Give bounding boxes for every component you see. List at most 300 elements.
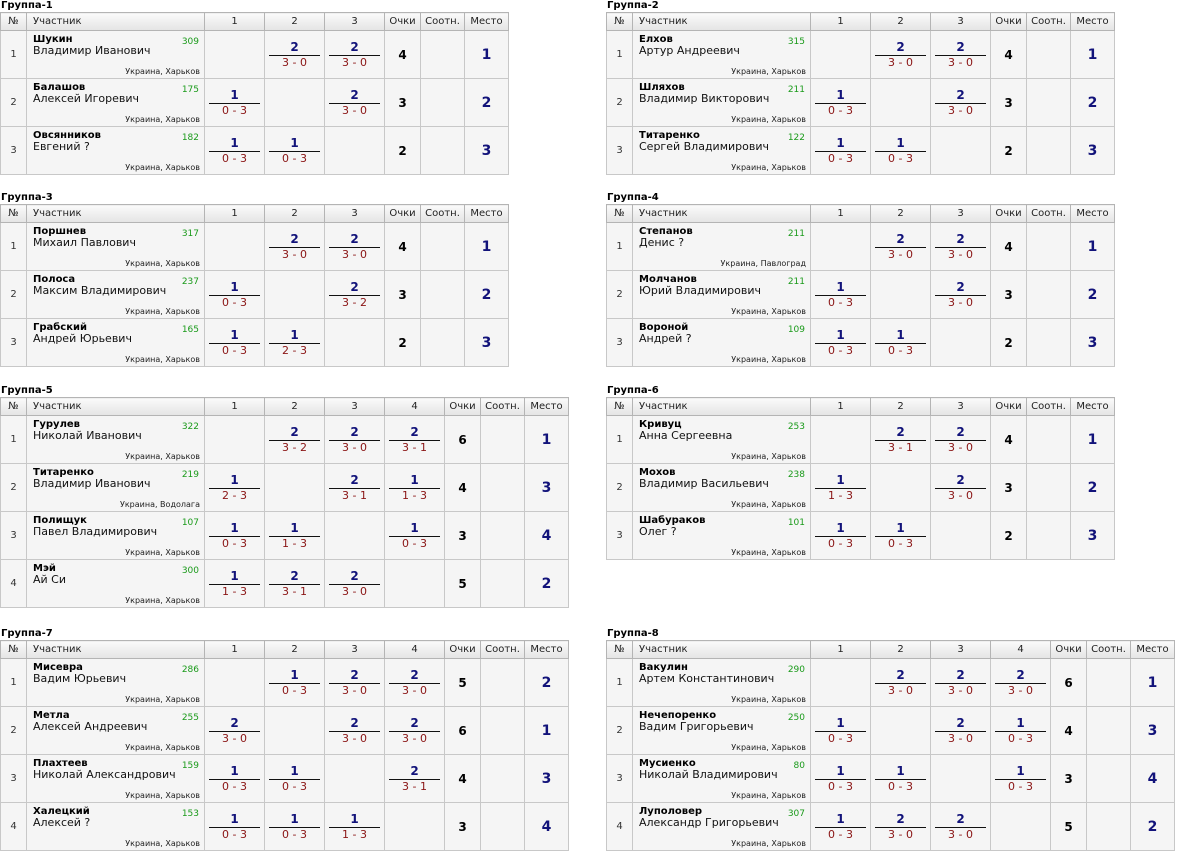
match-result-cell[interactable] bbox=[325, 416, 385, 464]
player-number: 3 bbox=[607, 319, 633, 367]
match-points: 2 bbox=[935, 232, 986, 248]
player-cell[interactable] bbox=[27, 127, 205, 175]
final-place: 2 bbox=[465, 79, 509, 127]
final-place: 3 bbox=[525, 755, 569, 803]
match-result-cell[interactable] bbox=[811, 271, 871, 319]
total-points: 6 bbox=[1051, 659, 1087, 707]
match-points: 2 bbox=[995, 668, 1046, 684]
ratio-value bbox=[1027, 416, 1071, 464]
match-points: 2 bbox=[329, 668, 380, 684]
match-points: 1 bbox=[815, 521, 866, 537]
player-row bbox=[607, 31, 1115, 79]
match-result-cell[interactable] bbox=[931, 416, 991, 464]
ratio-value bbox=[1027, 319, 1071, 367]
match-points: 2 bbox=[935, 716, 986, 732]
match-result-cell[interactable] bbox=[265, 31, 325, 79]
match-result-cell[interactable] bbox=[265, 223, 325, 271]
final-place: 3 bbox=[1131, 707, 1175, 755]
final-place: 4 bbox=[525, 803, 569, 851]
self-match-cell bbox=[991, 803, 1051, 851]
player-number: 2 bbox=[1, 271, 27, 319]
match-result-cell[interactable] bbox=[931, 79, 991, 127]
player-last-name: Титаренко bbox=[639, 130, 700, 141]
match-result-cell[interactable] bbox=[931, 803, 991, 851]
self-match-cell bbox=[871, 464, 931, 512]
self-match-cell bbox=[205, 416, 265, 464]
player-rating: 238 bbox=[787, 470, 805, 480]
match-result-cell[interactable] bbox=[265, 560, 325, 608]
group-title: Группа-3 bbox=[1, 192, 53, 203]
player-number: 1 bbox=[1, 31, 27, 79]
match-score: 3 - 2 bbox=[282, 441, 307, 454]
match-result-cell[interactable] bbox=[811, 79, 871, 127]
match-result-cell[interactable] bbox=[205, 127, 265, 175]
player-cell[interactable] bbox=[633, 271, 811, 319]
header-player: Участник bbox=[633, 205, 811, 223]
match-result-cell[interactable] bbox=[265, 127, 325, 175]
match-score: 1 - 3 bbox=[282, 537, 307, 550]
total-points: 3 bbox=[445, 512, 481, 560]
match-result-cell[interactable] bbox=[265, 416, 325, 464]
player-first-name: Денис ? bbox=[639, 236, 685, 249]
match-score: 3 - 0 bbox=[888, 828, 913, 841]
match-points: 1 bbox=[875, 328, 926, 344]
match-points: 1 bbox=[269, 521, 320, 537]
player-first-name: Андрей Юрьевич bbox=[33, 332, 132, 345]
match-result-cell[interactable] bbox=[385, 707, 445, 755]
player-row bbox=[607, 803, 1175, 851]
player-cell[interactable] bbox=[633, 755, 811, 803]
player-number: 3 bbox=[1, 755, 27, 803]
player-last-name: Елхов bbox=[639, 34, 673, 45]
match-result-cell[interactable] bbox=[871, 512, 931, 560]
match-result-cell[interactable] bbox=[205, 560, 265, 608]
player-cell[interactable] bbox=[633, 464, 811, 512]
player-cell[interactable] bbox=[27, 79, 205, 127]
ratio-value bbox=[1027, 31, 1071, 79]
match-result-cell[interactable] bbox=[871, 416, 931, 464]
match-score: 0 - 3 bbox=[888, 537, 913, 550]
group-block bbox=[606, 628, 1175, 851]
player-first-name: Вадим Григорьевич bbox=[639, 720, 754, 733]
player-row bbox=[607, 659, 1175, 707]
header-points: Очки bbox=[991, 398, 1027, 416]
group-title: Группа-7 bbox=[1, 628, 53, 639]
ratio-value bbox=[1027, 223, 1071, 271]
ratio-value bbox=[1027, 464, 1071, 512]
match-result-cell[interactable] bbox=[265, 512, 325, 560]
match-result-cell[interactable] bbox=[385, 512, 445, 560]
ratio-value bbox=[481, 755, 525, 803]
player-city: Украина, Павлоград bbox=[720, 259, 806, 268]
header-ratio: Соотн. bbox=[481, 641, 525, 659]
match-points: 2 bbox=[329, 40, 380, 56]
header-row bbox=[607, 205, 1115, 223]
match-result-cell[interactable] bbox=[871, 319, 931, 367]
ratio-value bbox=[481, 803, 525, 851]
match-result-cell[interactable] bbox=[931, 31, 991, 79]
player-row bbox=[1, 319, 509, 367]
header-no: № bbox=[1, 398, 27, 416]
match-score: 0 - 3 bbox=[828, 537, 853, 550]
match-result-cell[interactable] bbox=[991, 755, 1051, 803]
ratio-value bbox=[421, 271, 465, 319]
ratio-value bbox=[421, 127, 465, 175]
match-result-cell[interactable] bbox=[385, 659, 445, 707]
header-no: № bbox=[1, 205, 27, 223]
group-title: Группа-6 bbox=[607, 385, 659, 396]
match-points: 2 bbox=[875, 668, 926, 684]
player-last-name: Нечепоренко bbox=[639, 710, 717, 721]
group-title: Группа-5 bbox=[1, 385, 53, 396]
match-result-cell[interactable] bbox=[265, 755, 325, 803]
match-result-cell[interactable] bbox=[385, 464, 445, 512]
match-score: 3 - 0 bbox=[888, 684, 913, 697]
match-result-cell[interactable] bbox=[991, 659, 1051, 707]
player-cell[interactable] bbox=[27, 707, 205, 755]
match-result-cell[interactable] bbox=[265, 319, 325, 367]
self-match-cell bbox=[205, 31, 265, 79]
player-cell[interactable] bbox=[633, 79, 811, 127]
player-first-name: Артем Константинович bbox=[639, 672, 775, 685]
ratio-value bbox=[1087, 707, 1131, 755]
player-row bbox=[607, 512, 1115, 560]
match-score: 0 - 3 bbox=[282, 780, 307, 793]
match-result-cell[interactable] bbox=[931, 659, 991, 707]
ratio-value bbox=[1087, 803, 1131, 851]
player-first-name: Николай Иванович bbox=[33, 429, 142, 442]
match-score: 0 - 3 bbox=[888, 344, 913, 357]
header-opponent: 1 bbox=[205, 641, 265, 659]
match-result-cell[interactable] bbox=[991, 707, 1051, 755]
player-rating: 107 bbox=[181, 518, 199, 528]
player-cell[interactable] bbox=[27, 464, 205, 512]
header-opponent: 2 bbox=[265, 641, 325, 659]
match-points: 1 bbox=[815, 812, 866, 828]
match-result-cell[interactable] bbox=[871, 31, 931, 79]
total-points: 3 bbox=[445, 803, 481, 851]
header-player: Участник bbox=[27, 205, 205, 223]
match-result-cell[interactable] bbox=[205, 755, 265, 803]
header-ratio: Соотн. bbox=[421, 13, 465, 31]
player-cell[interactable] bbox=[633, 803, 811, 851]
player-number: 3 bbox=[1, 512, 27, 560]
match-score: 0 - 3 bbox=[828, 296, 853, 309]
player-first-name: Александр Григорьевич bbox=[639, 816, 779, 829]
match-result-cell[interactable] bbox=[811, 512, 871, 560]
player-last-name: Луполовер bbox=[639, 806, 703, 817]
header-opponent: 2 bbox=[871, 13, 931, 31]
header-player: Участник bbox=[27, 641, 205, 659]
header-opponent: 2 bbox=[265, 398, 325, 416]
player-rating: 286 bbox=[181, 665, 199, 675]
header-opponent: 2 bbox=[265, 205, 325, 223]
match-score: 1 - 3 bbox=[828, 489, 853, 502]
player-number: 2 bbox=[1, 79, 27, 127]
player-rating: 80 bbox=[793, 761, 805, 771]
player-cell[interactable] bbox=[27, 512, 205, 560]
header-opponent: 3 bbox=[931, 641, 991, 659]
match-result-cell[interactable] bbox=[205, 79, 265, 127]
player-row bbox=[607, 464, 1115, 512]
match-points: 1 bbox=[209, 136, 260, 152]
player-row bbox=[607, 416, 1115, 464]
player-first-name: Максим Владимирович bbox=[33, 284, 167, 297]
match-result-cell[interactable] bbox=[871, 803, 931, 851]
match-score: 0 - 3 bbox=[1008, 732, 1033, 745]
match-score: 3 - 0 bbox=[402, 732, 427, 745]
player-first-name: Николай Александрович bbox=[33, 768, 176, 781]
player-cell[interactable] bbox=[27, 416, 205, 464]
player-number: 3 bbox=[1, 319, 27, 367]
header-row bbox=[1, 13, 509, 31]
group-table bbox=[606, 640, 1175, 851]
match-result-cell[interactable] bbox=[325, 707, 385, 755]
ratio-value bbox=[1027, 127, 1071, 175]
match-points: 1 bbox=[815, 473, 866, 489]
match-result-cell[interactable] bbox=[811, 707, 871, 755]
match-score: 3 - 2 bbox=[342, 296, 367, 309]
match-score: 0 - 3 bbox=[888, 152, 913, 165]
header-points: Очки bbox=[1051, 641, 1087, 659]
player-row bbox=[1, 707, 569, 755]
player-cell[interactable] bbox=[27, 755, 205, 803]
player-number: 2 bbox=[607, 79, 633, 127]
player-cell[interactable] bbox=[633, 416, 811, 464]
group-title: Группа-1 bbox=[1, 0, 53, 11]
player-cell[interactable] bbox=[633, 127, 811, 175]
match-result-cell[interactable] bbox=[325, 803, 385, 851]
header-place: Место bbox=[1071, 13, 1115, 31]
header-opponent: 1 bbox=[811, 13, 871, 31]
ratio-value bbox=[481, 416, 525, 464]
match-result-cell[interactable] bbox=[205, 707, 265, 755]
player-city: Украина, Харьков bbox=[731, 500, 806, 509]
player-rating: 182 bbox=[181, 133, 199, 143]
player-last-name: Шляхов bbox=[639, 82, 685, 93]
self-match-cell bbox=[265, 464, 325, 512]
group-block bbox=[606, 0, 1115, 175]
match-result-cell[interactable] bbox=[325, 659, 385, 707]
header-ratio: Соотн. bbox=[481, 398, 525, 416]
match-score: 3 - 0 bbox=[948, 684, 973, 697]
player-city: Украина, Харьков bbox=[125, 259, 200, 268]
player-cell[interactable] bbox=[27, 560, 205, 608]
total-points: 4 bbox=[1051, 707, 1087, 755]
match-score: 3 - 0 bbox=[948, 828, 973, 841]
player-last-name: Титаренко bbox=[33, 467, 94, 478]
player-rating: 219 bbox=[181, 470, 199, 480]
group-block bbox=[606, 192, 1115, 367]
match-result-cell[interactable] bbox=[265, 803, 325, 851]
player-rating: 122 bbox=[787, 133, 805, 143]
player-first-name: Владимир Васильевич bbox=[639, 477, 769, 490]
header-no: № bbox=[607, 641, 633, 659]
match-result-cell[interactable] bbox=[325, 79, 385, 127]
player-rating: 253 bbox=[787, 422, 805, 432]
player-last-name: Метла bbox=[33, 710, 70, 721]
player-last-name: Вакулин bbox=[639, 662, 688, 673]
player-cell[interactable] bbox=[27, 803, 205, 851]
player-cell[interactable] bbox=[633, 512, 811, 560]
match-points: 1 bbox=[209, 280, 260, 296]
match-score: 3 - 0 bbox=[948, 56, 973, 69]
player-first-name: Владимир Викторович bbox=[639, 92, 770, 105]
match-result-cell[interactable] bbox=[325, 223, 385, 271]
match-score: 0 - 3 bbox=[282, 152, 307, 165]
match-result-cell[interactable] bbox=[325, 560, 385, 608]
match-result-cell[interactable] bbox=[265, 659, 325, 707]
match-points: 2 bbox=[935, 812, 986, 828]
match-result-cell[interactable] bbox=[205, 271, 265, 319]
player-cell[interactable] bbox=[633, 31, 811, 79]
player-row bbox=[1, 79, 509, 127]
player-rating: 250 bbox=[787, 713, 805, 723]
player-rating: 315 bbox=[787, 37, 805, 47]
player-city: Украина, Харьков bbox=[125, 307, 200, 316]
match-score: 3 - 0 bbox=[342, 732, 367, 745]
group-block bbox=[0, 385, 569, 608]
player-number: 4 bbox=[1, 560, 27, 608]
match-result-cell[interactable] bbox=[205, 803, 265, 851]
total-points: 2 bbox=[385, 127, 421, 175]
match-score: 3 - 0 bbox=[342, 248, 367, 261]
match-score: 3 - 0 bbox=[948, 489, 973, 502]
total-points: 5 bbox=[445, 659, 481, 707]
ratio-value bbox=[1027, 79, 1071, 127]
match-score: 0 - 3 bbox=[828, 732, 853, 745]
player-city: Украина, Харьков bbox=[731, 307, 806, 316]
match-points: 1 bbox=[875, 764, 926, 780]
player-row bbox=[1, 560, 569, 608]
player-number: 2 bbox=[1, 464, 27, 512]
match-points: 2 bbox=[875, 232, 926, 248]
total-points: 4 bbox=[445, 755, 481, 803]
match-result-cell[interactable] bbox=[811, 127, 871, 175]
match-result-cell[interactable] bbox=[871, 659, 931, 707]
player-first-name: Олег ? bbox=[639, 525, 677, 538]
total-points: 4 bbox=[445, 464, 481, 512]
match-result-cell[interactable] bbox=[931, 464, 991, 512]
match-result-cell[interactable] bbox=[205, 464, 265, 512]
final-place: 1 bbox=[1071, 223, 1115, 271]
player-first-name: Павел Владимирович bbox=[33, 525, 158, 538]
match-result-cell[interactable] bbox=[205, 319, 265, 367]
player-cell[interactable] bbox=[27, 659, 205, 707]
total-points: 3 bbox=[385, 271, 421, 319]
match-result-cell[interactable] bbox=[325, 271, 385, 319]
header-opponent: 3 bbox=[931, 398, 991, 416]
header-opponent: 3 bbox=[325, 13, 385, 31]
player-cell[interactable] bbox=[27, 31, 205, 79]
match-score: 0 - 3 bbox=[222, 828, 247, 841]
match-score: 3 - 0 bbox=[948, 104, 973, 117]
match-result-cell[interactable] bbox=[871, 127, 931, 175]
player-rating: 255 bbox=[181, 713, 199, 723]
match-result-cell[interactable] bbox=[811, 803, 871, 851]
player-city: Украина, Харьков bbox=[125, 67, 200, 76]
match-score: 3 - 0 bbox=[342, 684, 367, 697]
player-first-name: Анна Сергеевна bbox=[639, 429, 733, 442]
match-result-cell[interactable] bbox=[871, 755, 931, 803]
match-points: 2 bbox=[875, 425, 926, 441]
match-result-cell[interactable] bbox=[205, 512, 265, 560]
match-result-cell[interactable] bbox=[931, 223, 991, 271]
match-result-cell[interactable] bbox=[325, 31, 385, 79]
player-last-name: Плахтеев bbox=[33, 758, 88, 769]
final-place: 2 bbox=[1131, 803, 1175, 851]
player-first-name: Юрий Владимирович bbox=[639, 284, 762, 297]
player-last-name: Мисевра bbox=[33, 662, 83, 673]
player-last-name: Шабураков bbox=[639, 515, 706, 526]
self-match-cell bbox=[871, 271, 931, 319]
group-table bbox=[0, 204, 509, 367]
match-points: 1 bbox=[815, 764, 866, 780]
player-first-name: Алексей ? bbox=[33, 816, 91, 829]
header-place: Место bbox=[525, 398, 569, 416]
header-opponent: 4 bbox=[991, 641, 1051, 659]
header-place: Место bbox=[1071, 398, 1115, 416]
group-table bbox=[606, 12, 1115, 175]
player-row bbox=[607, 707, 1175, 755]
player-row bbox=[607, 319, 1115, 367]
match-result-cell[interactable] bbox=[871, 223, 931, 271]
player-city: Украина, Харьков bbox=[731, 355, 806, 364]
header-no: № bbox=[1, 641, 27, 659]
player-cell[interactable] bbox=[27, 319, 205, 367]
player-cell[interactable] bbox=[633, 319, 811, 367]
match-result-cell[interactable] bbox=[811, 755, 871, 803]
match-result-cell[interactable] bbox=[385, 755, 445, 803]
player-first-name: Сергей Владимирович bbox=[639, 140, 769, 153]
match-result-cell[interactable] bbox=[325, 464, 385, 512]
match-points: 2 bbox=[935, 40, 986, 56]
player-number: 3 bbox=[1, 127, 27, 175]
match-points: 2 bbox=[935, 668, 986, 684]
player-cell[interactable] bbox=[633, 707, 811, 755]
header-opponent: 3 bbox=[931, 205, 991, 223]
ratio-value bbox=[1027, 271, 1071, 319]
match-result-cell[interactable] bbox=[385, 416, 445, 464]
match-result-cell[interactable] bbox=[811, 319, 871, 367]
group-block bbox=[0, 192, 509, 367]
match-score: 0 - 3 bbox=[222, 104, 247, 117]
match-result-cell[interactable] bbox=[811, 464, 871, 512]
header-place: Место bbox=[525, 641, 569, 659]
player-cell[interactable] bbox=[633, 659, 811, 707]
player-cell[interactable] bbox=[633, 223, 811, 271]
player-rating: 309 bbox=[181, 37, 199, 47]
header-opponent: 2 bbox=[871, 641, 931, 659]
match-score: 3 - 0 bbox=[342, 441, 367, 454]
match-score: 3 - 0 bbox=[342, 56, 367, 69]
final-place: 3 bbox=[465, 319, 509, 367]
match-points: 1 bbox=[269, 136, 320, 152]
total-points: 6 bbox=[445, 416, 481, 464]
match-points: 2 bbox=[329, 716, 380, 732]
player-cell[interactable] bbox=[27, 223, 205, 271]
match-result-cell[interactable] bbox=[931, 707, 991, 755]
player-last-name: Молчанов bbox=[639, 274, 697, 285]
player-cell[interactable] bbox=[27, 271, 205, 319]
player-row bbox=[1, 271, 509, 319]
self-match-cell bbox=[205, 223, 265, 271]
ratio-value bbox=[421, 223, 465, 271]
player-city: Украина, Харьков bbox=[125, 839, 200, 848]
player-first-name: Ай Си bbox=[33, 573, 66, 586]
match-result-cell[interactable] bbox=[931, 271, 991, 319]
group-table bbox=[0, 12, 509, 175]
